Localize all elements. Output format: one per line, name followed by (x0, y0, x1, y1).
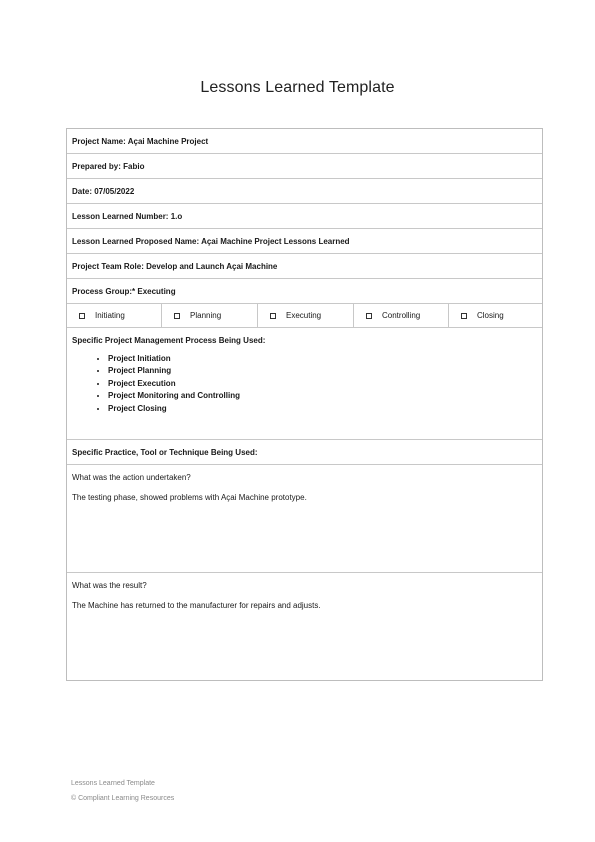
lessons-form (66, 128, 543, 681)
list-item: • Project Closing (108, 403, 542, 415)
list-item: • Project Initiation (108, 353, 542, 365)
option-label: Closing (477, 311, 504, 320)
result-answer: The Machine has returned to the manufacturer for repairs and adjusts. (72, 601, 321, 610)
pm-process-list (72, 353, 542, 415)
option-executing[interactable] (258, 304, 354, 327)
prepared-by-field: Prepared by: Fabio (67, 154, 542, 179)
action-section (67, 465, 542, 573)
option-label: Executing (286, 311, 322, 320)
pm-process-section (67, 328, 542, 440)
result-section (67, 573, 542, 680)
checkbox-icon[interactable] (270, 313, 276, 319)
proposed-name-field: Lesson Learned Proposed Name: Açai Machine Project Lessons Learned (67, 229, 542, 254)
document-title: Lessons Learned Template (200, 79, 395, 96)
checkbox-icon[interactable] (461, 313, 467, 319)
project-name-field: Project Name: Açai Machine Project (67, 129, 542, 154)
option-controlling[interactable] (354, 304, 449, 327)
checkbox-icon[interactable] (366, 313, 372, 319)
footer-copyright: © Compliant Learning Resources (71, 795, 175, 802)
option-planning[interactable] (162, 304, 258, 327)
list-item: • Project Monitoring and Controlling (108, 390, 542, 402)
date-field: Date: 07/05/2022 (67, 179, 542, 204)
checkbox-icon[interactable] (79, 313, 85, 319)
option-label: Initiating (95, 311, 125, 320)
footer-title: Lessons Learned Template (71, 780, 155, 787)
option-initiating[interactable] (67, 304, 162, 327)
practice-heading: Specific Practice, Tool or Technique Being Used: (67, 440, 542, 465)
list-item: • Project Execution (108, 378, 542, 390)
checkbox-icon[interactable] (174, 313, 180, 319)
action-question: What was the action undertaken? (72, 473, 191, 482)
process-group-options (67, 304, 542, 328)
option-closing[interactable] (449, 304, 542, 327)
process-group-field: Process Group:* Executing (67, 279, 542, 304)
option-label: Planning (190, 311, 222, 320)
list-item: • Project Planning (108, 365, 542, 377)
action-answer: The testing phase, showed problems with Açai Machine prototype. (72, 493, 307, 502)
team-role-field: Project Team Role: Develop and Launch Açai Machine (67, 254, 542, 279)
option-label: Controlling (382, 311, 421, 320)
pm-process-heading: Specific Project Management Process Being Used: (72, 336, 266, 345)
result-question: What was the result? (72, 581, 147, 590)
lesson-number-field: Lesson Learned Number: 1.o (67, 204, 542, 229)
